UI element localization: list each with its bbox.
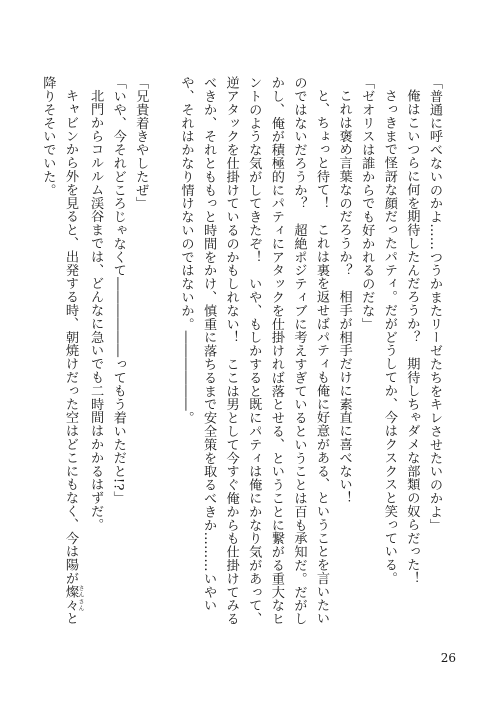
- text-segment: キャビンから外を見ると、出発する時、朝焼けだった空はどこにもなく、今は陽が: [63, 89, 78, 585]
- ruby-reading: さんさん: [77, 585, 84, 612]
- text-line: 「普通に呼べないのかよ……つうかまたリーゼたちをキレさせたいのかよ」: [427, 76, 442, 532]
- text-line: これは褒め言葉なのだろうか？ 相手が相手だけに素直に喜べない！: [336, 89, 352, 505]
- ruby-word: [63, 585, 84, 612]
- text-segment: と降りそそいでいた。: [40, 76, 78, 626]
- text-paragraph: [174, 76, 332, 631]
- text-line: 俺はこいつらに何を期待したんだろうか？ 期待しちゃダメな部類の奴らだった！: [404, 89, 420, 585]
- text-line: 「いや、今それどころじゃなくて――――――ってもう着いただと!?」: [110, 76, 126, 505]
- vertical-text-body: [40, 76, 445, 631]
- text-line: [36, 76, 84, 631]
- paragraph-body: と、ちょっと待て！ これは裏を返せばパティも俺に好意がある、ということを言いたいのではないだろうか？ 超絶ポジティブに考えすぎているということは百も承知だ。だがしかし、俺が積極的にパティにアタックを仕掛ければ落とせる、ということに繋がる重大なヒントのような気がしてきたぞ！ いや、もしかすると既にパティは俺にかなり気があって、逆アタックを仕掛けているのかもしれない！ ここは男として今すぐ俺からも仕掛けてみるべきか、それとももっと時間をかけ、慎重に落ちるまで安全策を取るべきか………いやいや、それはかなり情けないのではないか。: [178, 76, 330, 626]
- paragraph-tail: ――――――。: [178, 330, 194, 425]
- blank-line: [151, 76, 174, 631]
- text-line: 北門からコルルム渓谷までは、どんなに急いでも二時間はかかるはずだ。: [88, 89, 104, 532]
- text-line: 「兄貴着きやしたぜ」: [133, 76, 149, 210]
- ruby-base: 燦々: [63, 585, 78, 612]
- text-line: さっきまで怪訝な顔だったパティ。だがどうしてか、今はクスクスと笑っている。: [381, 89, 397, 585]
- page-number: 26: [440, 651, 456, 665]
- text-line: 「ゼオリスは誰からでも好かれるのだな」: [359, 76, 375, 331]
